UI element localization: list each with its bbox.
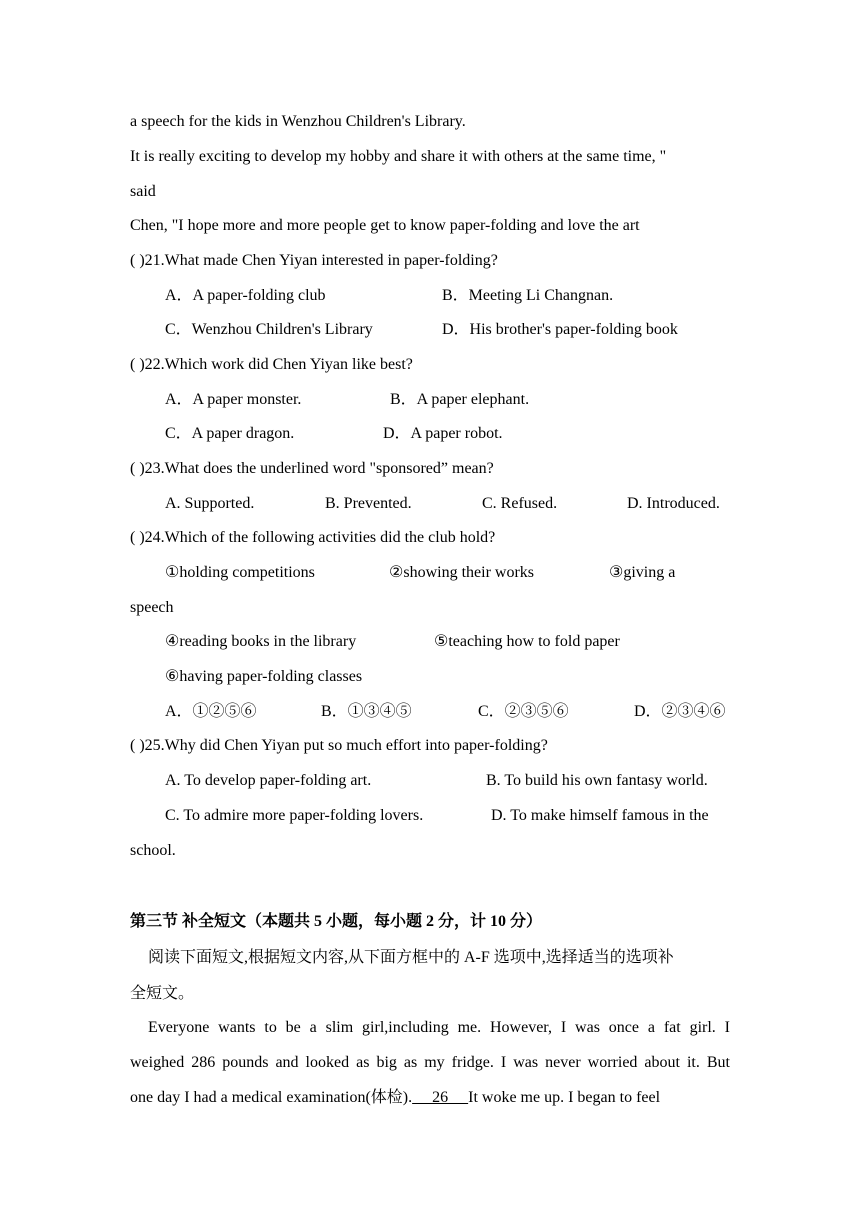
q21-option-d: D．His brother's paper-folding book bbox=[442, 321, 678, 338]
q23-option-d: D. Introduced. bbox=[627, 495, 720, 512]
q23-option-c: C. Refused. bbox=[482, 495, 558, 512]
q22-option-c: C．A paper dragon. bbox=[165, 425, 295, 442]
paragraph-text: It woke me up. I began to feel bbox=[468, 1089, 661, 1106]
q21-option-b: B．Meeting Li Changnan. bbox=[442, 287, 614, 304]
q24-item-4: ④reading books in the library bbox=[165, 633, 357, 650]
q24-item-3-continued: speech bbox=[130, 599, 174, 616]
q24-option-d: D．②③④⑥ bbox=[634, 703, 726, 720]
q23-option-b: B. Prevented. bbox=[325, 495, 412, 512]
paragraph-line bbox=[130, 1088, 660, 1108]
question-25-stem: ( )25.Why did Chen Yiyan put so much effort into paper-folding? bbox=[130, 737, 548, 754]
section-heading: 第三节 补全短文（本题共 5 小题，每小题 2 分，计 10 分） bbox=[130, 913, 543, 930]
q25-option-a: A. To develop paper-folding art. bbox=[165, 772, 372, 789]
q24-item-6: ⑥having paper-folding classes bbox=[165, 668, 363, 685]
passage-line: It is really exciting to develop my hobby and share it with others at the same time, " bbox=[130, 148, 667, 165]
question-23-stem: ( )23.What does the underlined word "sponsored” mean? bbox=[130, 460, 494, 477]
q22-option-d: D．A paper robot. bbox=[383, 425, 503, 442]
passage-line: a speech for the kids in Wenzhou Children's Library. bbox=[130, 113, 466, 130]
paragraph-line: Everyone wants to be a slim girl,including me. However, I was once a fat girl. I bbox=[148, 1019, 730, 1036]
q24-option-a: A．①②⑤⑥ bbox=[165, 703, 257, 720]
q22-option-b: B．A paper elephant. bbox=[390, 391, 530, 408]
question-24-stem: ( )24.Which of the following activities did the club hold? bbox=[130, 529, 496, 546]
passage-line: said bbox=[130, 183, 156, 200]
q25-option-d-continued: school. bbox=[130, 842, 176, 859]
instruction-line: 阅读下面短文,根据短文内容,从下面方框中的 A-F 选项中,选择适当的选项补 bbox=[148, 949, 674, 966]
q24-item-5: ⑤teaching how to fold paper bbox=[434, 633, 620, 650]
q23-option-a: A. Supported. bbox=[165, 495, 255, 512]
q25-option-b: B. To build his own fantasy world. bbox=[486, 772, 708, 789]
question-21-stem: ( )21.What made Chen Yiyan interested in paper-folding? bbox=[130, 252, 498, 269]
q24-option-c: C．②③⑤⑥ bbox=[478, 703, 569, 720]
q25-option-c: C. To admire more paper-folding lovers. bbox=[165, 807, 424, 824]
question-22-stem: ( )22.Which work did Chen Yiyan like best? bbox=[130, 356, 413, 373]
q21-option-a: A．A paper-folding club bbox=[165, 287, 326, 304]
blank-26[interactable]: 26 bbox=[412, 1089, 469, 1106]
paragraph-line: weighed 286 pounds and looked as big as my fridge. I was never worried about it. But bbox=[130, 1054, 730, 1071]
q24-item-3: ③giving a bbox=[609, 564, 676, 581]
instruction-line: 全短文。 bbox=[130, 985, 195, 1002]
q24-item-1: ①holding competitions bbox=[165, 564, 315, 581]
q21-option-c: C．Wenzhou Children's Library bbox=[165, 321, 373, 338]
passage-line: Chen, "I hope more and more people get to know paper-folding and love the art bbox=[130, 217, 640, 234]
paragraph-text: one day I had a medical examination(体检). bbox=[130, 1089, 413, 1106]
q22-option-a: A．A paper monster. bbox=[165, 391, 302, 408]
q24-option-b: B．①③④⑤ bbox=[321, 703, 412, 720]
q24-item-2: ②showing their works bbox=[389, 564, 534, 581]
q25-option-d: D. To make himself famous in the bbox=[491, 807, 709, 824]
